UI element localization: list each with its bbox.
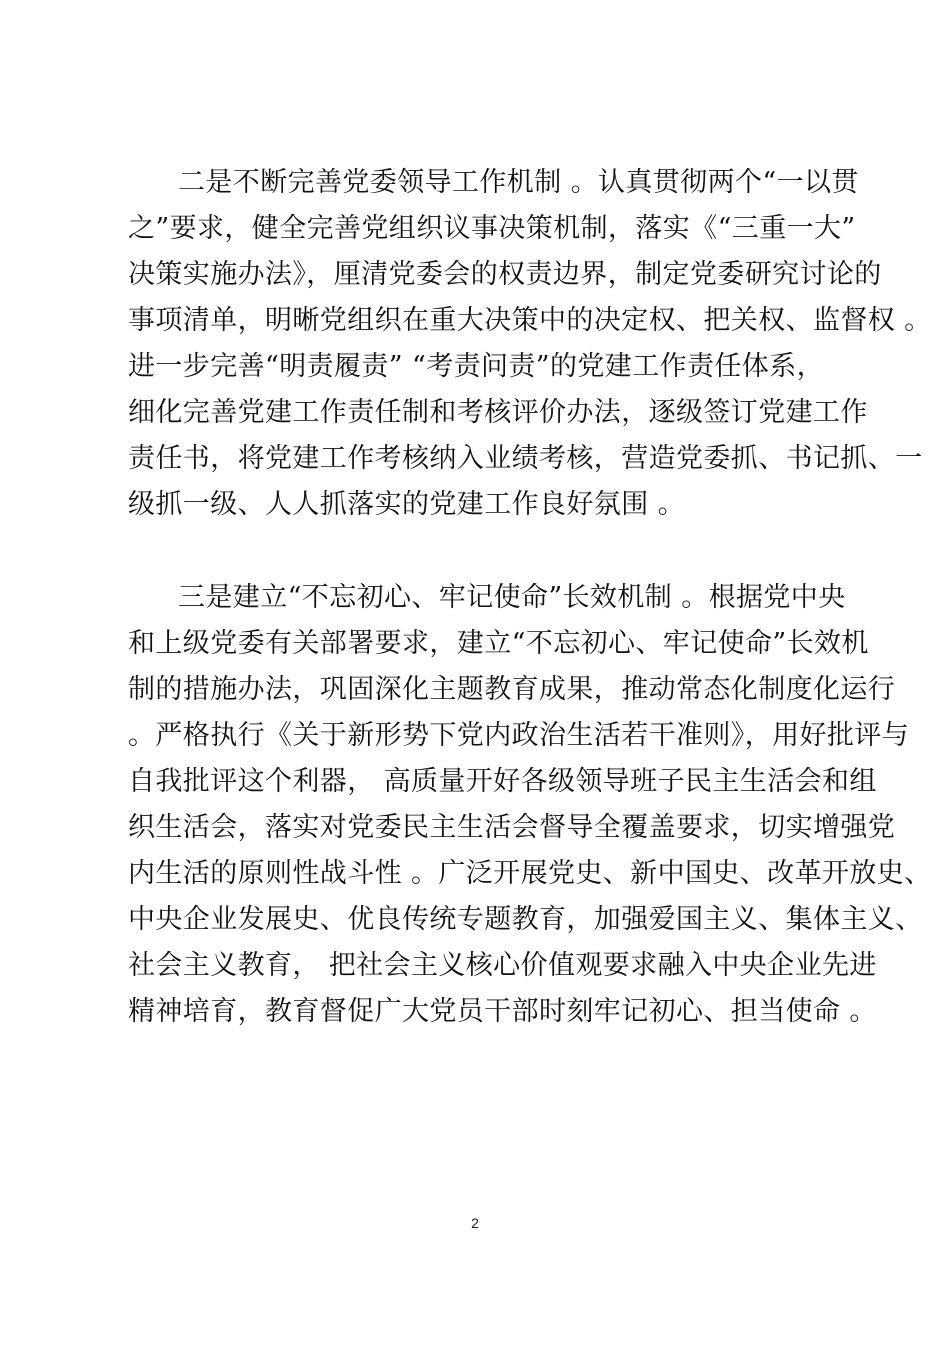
text-line: 细化完善党建工作责任制和考核评价办法，逐级签订党建工作	[128, 397, 868, 428]
text-line: 事项清单，明晰党组织在重大决策中的决定权、把关权、监督权 。	[128, 305, 932, 336]
text-line: 进一步完善“明责履责” “考责问责”的党建工作责任体系，	[128, 351, 824, 382]
text-line: 二是不断完善党委领导工作机制 。认真贯彻两个“一以贯	[178, 167, 859, 198]
text-line: 织生活会，落实对党委民主生活会督导全覆盖要求，切实增强党	[128, 812, 896, 843]
text-line: 三是建立“不忘初心、牢记使命”长效机制 。根据党中央	[178, 582, 846, 613]
text-line: 制的措施办法，巩固深化主题教育成果，推动常态化制度化运行	[128, 674, 896, 705]
text-line: 和上级党委有关部署要求，建立“不忘初心、牢记使命”长效机	[128, 628, 869, 659]
text-line: 决策实施办法》，厘清党委会的权责边界，制定党委研究讨论的	[128, 259, 882, 290]
page-number: 2	[471, 1215, 479, 1231]
text-line: 之”要求，健全完善党组织议事决策机制，落实《“三重一大”	[128, 213, 856, 244]
paragraph-long-term-mechanism	[128, 575, 932, 1035]
text-line: 级抓一级、人人抓落实的党建工作良好氛围 。	[128, 489, 685, 520]
text-line: 自我批评这个利器， 高质量开好各级领导班子民主生活会和组	[128, 766, 877, 797]
paragraph-party-committee-mechanism	[128, 160, 932, 528]
text-line: 精神培育，教育督促广大党员干部时刻牢记初心、担当使命 。	[128, 996, 877, 1027]
text-line: 内生活的原则性战斗性 。广泛开展党史、新中国史、改革开放史、	[128, 858, 932, 889]
text-line: 。严格执行《关于新形势下党内政治生活若干准则》，用好批评与	[128, 720, 910, 751]
text-line: 责任书，将党建工作考核纳入业绩考核，营造党委抓、书记抓、一	[128, 443, 923, 474]
text-line: 中央企业发展史、优良传统专题教育，加强爱国主义、集体主义、	[128, 904, 923, 935]
text-line: 社会主义教育， 把社会主义核心价值观要求融入中央企业先进	[128, 950, 877, 981]
